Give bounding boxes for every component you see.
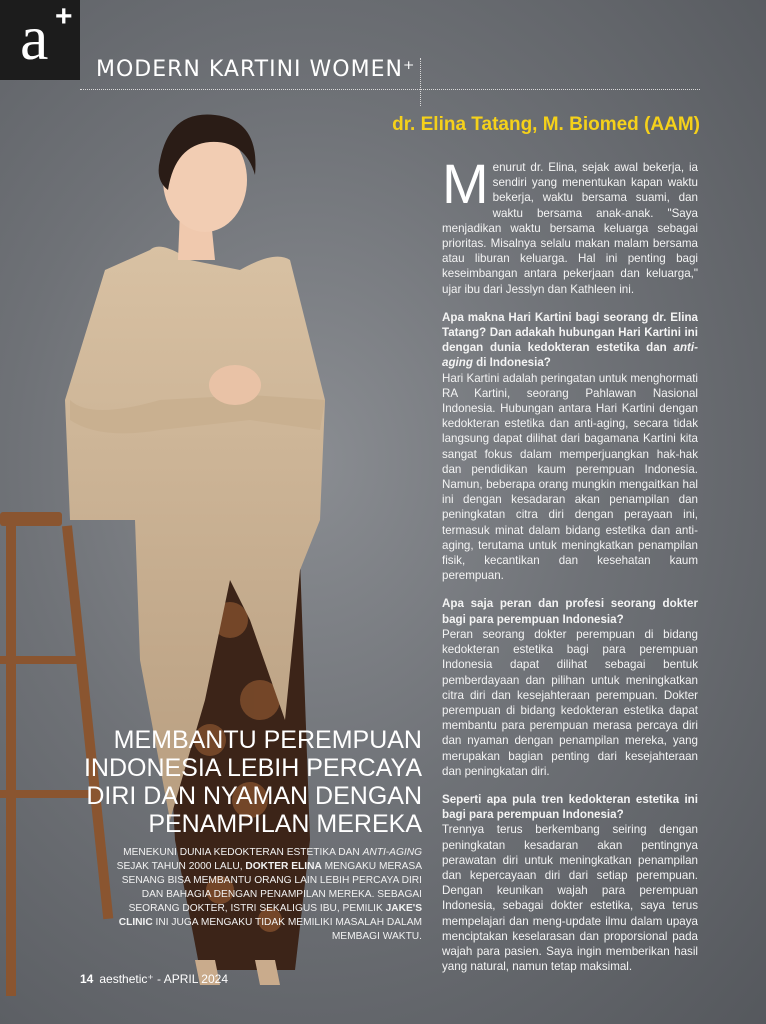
question-3: Seperti apa pula tren kedokteran estetika ini bagi para perempuan Indonesia? — [442, 792, 698, 822]
question-1: Apa makna Hari Kartini bagi seorang dr. Elina Tatang? Dan adakah hubungan Hari Kartini ini dengan dunia kedokteran estetika dan anti-aging di Indonesia? — [442, 310, 698, 370]
logo-letter: a — [20, 2, 49, 73]
magazine-logo — [0, 0, 80, 80]
header-divider — [80, 89, 700, 90]
answer-1: Hari Kartini adalah peringatan untuk menghormati RA Kartini, seorang Pahlawan Nasional Indonesia. Hubungan antara Hari Kartini dengan kedokteran estetika dan anti-aging, secara tidak langsung dapat dilihat dari bagamana Kartini kita sangat fokus dalam memperjuangkan hak-hak dan pendidikan kaum perempuan Indonesia. Namun, beberapa orang mungkin mengaitkan hal ini dengan kesadaran akan penampilan dan peningkatan citra diri dengan perayaan ini, termasuk minat dalam bidang estetika dan anti-aging, terutama untuk meningkatkan penampilan fisik, kecantikan dan kesehatan kaum perempuan. — [442, 371, 698, 583]
section-title: MODERN KARTINI WOMEN⁺ — [96, 57, 416, 82]
drop-cap: M — [442, 152, 489, 215]
intro-text: enurut dr. Elina, sejak awal bekerja, ia sendiri yang menentukan kapan waktu bekerja, waktu bersama suami, dan waktu bersama anak-anak. "Saya menjadikan waktu bersama keluarga sebagai prioritas. Misalnya selalu makan malam bersama atau liburan keluarga. Hal ini penting bagi keseimbangan antara pekerjaan dan keluarga," ujar ibu dari Jesslyn dan Kathleen ini. — [442, 161, 698, 296]
header-vertical-divider — [420, 58, 421, 106]
headline: MEMBANTU PEREMPUAN INDONESIA LEBIH PERCAYA DIRI DAN NYAMAN DENGAN PENAMPILAN MEREKA — [83, 726, 422, 838]
page-number: 14 — [80, 972, 94, 986]
question-2: Apa saja peran dan profesi seorang dokter bagi para perempuan Indonesia? — [442, 597, 698, 626]
byline: dr. Elina Tatang, M. Biomed (AAM) — [392, 114, 700, 135]
answer-3: Trennya terus berkembang seiring dengan peningkatan kesadaran akan pentingnya perawatan diri untuk meningkatkan penampilan dan kepercayaan diri dari setiap perempuan. Dengan keunikan wajah para perempuan Indonesia, sebagai dokter estetika, saya terus mempelajari dan meng-update ilmu dalam upaya menciptakan keselarasan dan proporsional pada wajah para pasien. Saya ingin memberikan hasil yang natural, namun tetap maksimal. — [442, 823, 698, 974]
answer-2: Peran seorang dokter perempuan di bidang kedokteran estetika bagi para perempuan Indonesia dapat dilihat sebagai bentuk pemberdayaan dan pilihan untuk meningkatkan citra diri dan kesejahteraan perempuan. Dokter perempuan di bidang kedokteran estetika dapat membantu para perempuan merasa percaya diri dan nyaman dengan penampilan mereka, yang merupakan bagian penting dari kesejahteraan dan peningkatan diri. — [442, 627, 698, 778]
article-column — [442, 152, 698, 974]
lead-paragraph: MENEKUNI DUNIA KEDOKTERAN ESTETIKA DAN ANTI-AGING SEJAK TAHUN 2000 LALU, DOKTER ELINA MENGAKU MERASA SENANG BISA MEMBANTU ORANG LAIN LEBIH PERCAYA DIRI DAN BAHAGIA DENGAN PENAMPILAN MEREKA. SEBAGAI SEORANG DOKTER, ISTRI SEKALIGUS IBU, PEMILIK JAKE'S CLINIC INI JUGA MENGAKU TIDAK MEMILIKI MASALAH DALAM MEMBAGI WAKTU. — [116, 847, 422, 942]
logo-plus: + — [55, 0, 73, 33]
intro-paragraph — [442, 152, 698, 297]
magazine-issue: aesthetic⁺ - APRIL 2024 — [99, 972, 228, 986]
page-footer — [80, 972, 228, 986]
